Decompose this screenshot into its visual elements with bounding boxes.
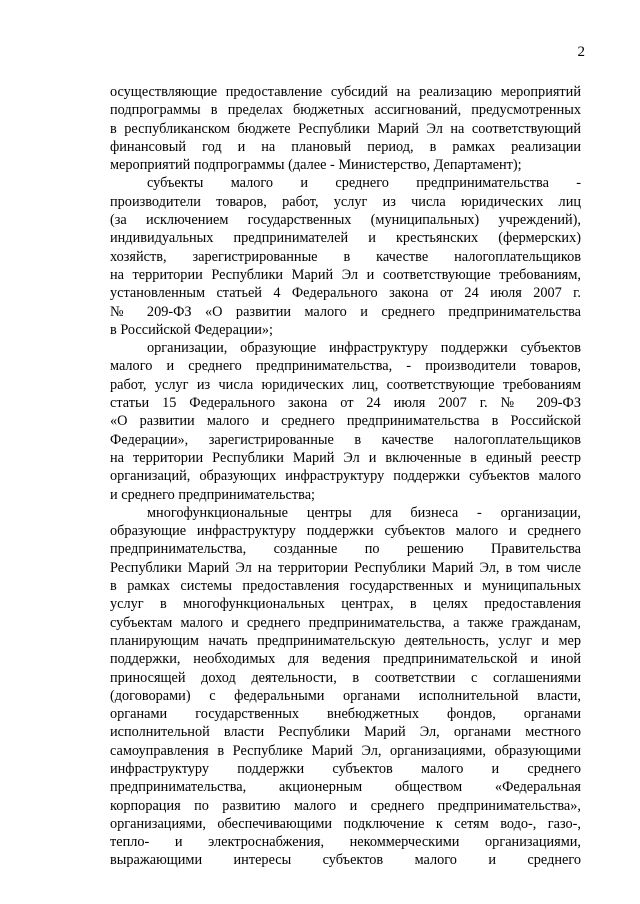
text-line: в Российской Федерации»;: [110, 321, 273, 338]
text-line: на территории Республики Марий Эл и включенные в единый реестр: [110, 449, 581, 466]
text-line: малого и среднего предпринимательства, - производители товаров,: [110, 358, 581, 375]
text-line: организациями, обеспечивающими подключение к сетям водо-, газо-,: [110, 815, 581, 832]
text-line: тепло- и электроснабжения, некоммерческими организациями,: [110, 834, 581, 851]
text-line: субъекты малого и среднего предпринимательства -: [147, 175, 581, 192]
text-line: многофункциональные центры для бизнеса - организации,: [147, 504, 581, 521]
text-line: статьи 15 Федерального закона от 24 июля 2007 г. № 209-ФЗ: [110, 395, 581, 412]
text-line: хозяйств, зарегистрированные в качестве налогоплательщиков: [110, 248, 581, 265]
text-line: осуществляющие предоставление субсидий на реализацию мероприятий: [110, 84, 581, 100]
document-body: [110, 83, 581, 870]
text-line: приносящей доход деятельности, в соответствии с соглашениями: [110, 669, 581, 686]
text-line: корпорация по развитию малого и среднего предпринимательства»,: [110, 797, 581, 814]
text-line: производители товаров, работ, услуг из числа юридических лиц: [110, 193, 581, 210]
text-line: установленным статьей 4 Федерального закона от 24 июля 2007 г.: [110, 285, 581, 302]
text-line: исполнительной власти Республики Марий Эл, органами местного: [110, 724, 581, 741]
text-line: на территории Республики Марий Эл и соответствующие требованиям,: [110, 266, 581, 283]
text-line: финансовый год и на плановый период, в рамках реализации: [110, 138, 581, 155]
text-line: инфраструктуру поддержки субъектов малого и среднего: [110, 760, 581, 777]
text-line: Республики Марий Эл на территории Республики Марий Эл, в том числе: [110, 559, 581, 576]
text-line: и среднего предпринимательства;: [110, 486, 316, 503]
text-line: № 209-ФЗ «О развитии малого и среднего предпринимательства: [110, 303, 581, 320]
text-line: предпринимательства, акционерным обществом «Федеральная: [110, 779, 581, 796]
text-line: поддержки, необходимых для ведения предпринимательской и иной: [110, 651, 581, 668]
page-number: 2: [577, 44, 585, 60]
text-line: услуг в многофункциональных центрах, в целях предоставления: [110, 596, 581, 613]
text-line: мероприятий подпрограммы (далее - Министерство, Департамент);: [110, 157, 522, 174]
text-line: организаций, образующих инфраструктуру поддержки субъектов малого: [110, 468, 581, 485]
text-line: «О развитии малого и среднего предпринимательства в Российской: [110, 413, 581, 430]
text-line: (договорами) с федеральными органами исполнительной власти,: [110, 687, 581, 704]
text-line: самоуправления в Республике Марий Эл, организациями, образующими: [110, 742, 581, 759]
text-line: организации, образующие инфраструктуру поддержки субъектов: [147, 340, 581, 357]
text-line: в рамках системы предоставления государственных и муниципальных: [110, 578, 581, 595]
text-line: Федерации», зарегистрированные в качестве налогоплательщиков: [110, 431, 581, 448]
text-line: подпрограммы в пределах бюджетных ассигнований, предусмотренных: [110, 102, 581, 119]
text-line: выражающими интересы субъектов малого и среднего: [110, 852, 581, 869]
text-line: предпринимательства, созданные по решению Правительства: [110, 541, 581, 558]
text-line: индивидуальных предпринимателей и крестьянских (фермерских): [110, 230, 581, 247]
text-line: работ, услуг из числа юридических лиц, соответствующие требованиям: [110, 376, 581, 393]
text-line: в республиканском бюджете Республики Марий Эл на соответствующий: [110, 120, 581, 137]
text-line: планирующим начать предпринимательскую деятельность, услуг и мер: [110, 632, 581, 649]
text-line: образующие инфраструктуру поддержки субъектов малого и среднего: [110, 523, 581, 540]
text-line: (за исключением государственных (муниципальных) учреждений),: [110, 212, 581, 229]
text-line: органами государственных внебюджетных фондов, органами: [110, 706, 581, 723]
text-line: субъектам малого и среднего предпринимательства, а также гражданам,: [110, 614, 581, 631]
